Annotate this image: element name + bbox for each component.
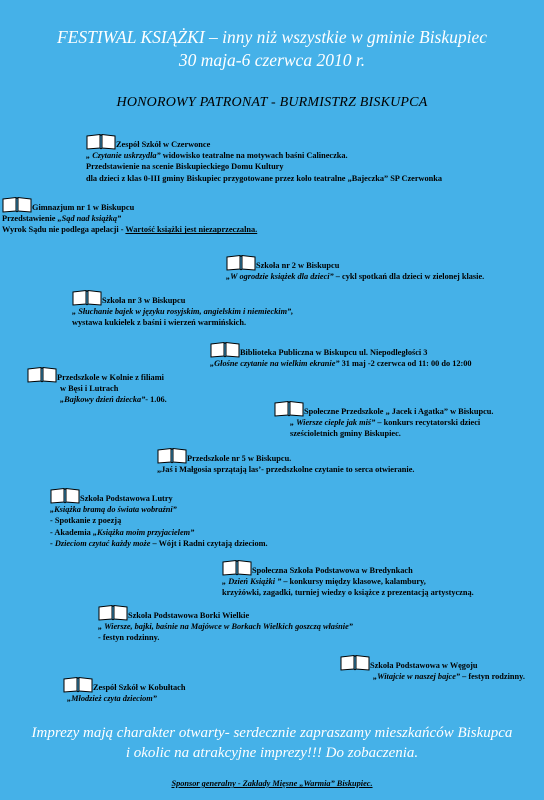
event-title: „ Czytanie uskrzydla” [86,151,161,161]
event-title: „Bajkowy dzień dziecka” [60,395,146,405]
entry-przedszkole-5 [157,447,414,475]
festival-title: FESTIWAL KSIĄŻKI – inny niż wszystkie w gminie Biskupiec [56,27,488,47]
entry-name: Społeczna Szkoła Podstawowa w Bredynkach [252,566,413,575]
event-title: Dzieciom czytać każdy może [54,538,151,548]
entry-ssp-bredynki [222,559,474,599]
sponsor-line: Sponsor generalny - Zakłady Mięsne „Warmia” Biskupiec. [171,779,373,788]
event-text: Przedstawienie [2,214,58,224]
entry-name: Gimnazjum nr 1 w Biskupcu [32,203,135,212]
event-text: Wyrok Sądu nie podlega apelacji - [2,225,126,235]
event-text: widowisko teatralne na motywach baśni Calineczka. [160,151,348,161]
event-text: - [50,538,55,548]
open-book-icon [226,254,256,271]
entry-name: Zespół Szkół w Kobułtach [93,683,186,692]
open-book-icon [98,604,128,621]
open-book-icon [2,196,32,213]
event-text: – konkurs recytatorski dzieci [375,418,481,428]
entry-name: Biblioteka Publiczna w Biskupcu ul. Niepodległości 3 [240,348,428,357]
entry-name: Zespół Szkół w Czerwonce [116,140,211,149]
entry-przedszkole-kolno [27,366,167,406]
entry-biblioteka [210,341,472,369]
festival-dates: 30 maja-6 czerwca 2010 r. [178,50,366,70]
event-title: „Książka bramą do świata wobraźni” [50,505,177,515]
open-book-icon [157,447,187,464]
entry-name: Szkoła nr 2 w Biskupcu [256,261,340,270]
entry-gimnazjum-1 [2,196,257,236]
open-book-icon [72,289,102,306]
event-text: - festyn rodzinny. [98,633,160,643]
event-text: 31 maj -2 czerwca od 11: 00 do 12:00 [339,359,472,369]
event-title: „ Wiersze, bajki, baśnie na Majówce w Borkach Wielkich goszczą właśnie” [98,622,353,632]
entry-zs-czerwonka [86,133,442,184]
event-title: „W ogrodzie książek dla dzieci” [226,272,334,282]
entry-name: Społeczne Przedszkole „ Jacek i Agatka” w Biskupcu. [304,407,494,416]
event-text: sześcioletnich gminy Biskupiec. [290,429,401,439]
event-text: – festyn rodzinny. [460,672,525,682]
event-text: – Wójt i Radni czytają dzieciom. [150,538,268,548]
entry-name: Przedszkole nr 5 w Biskupcu. [187,454,292,463]
entry-jacek-agatka [274,400,493,440]
event-text: krzyżówki, zagadki, turniej wiedzy o książce z prezentacją artystyczną. [222,588,474,598]
entry-name-continued: w Bęsi i Lutrach [60,384,119,394]
entry-name: Szkoła nr 3 w Biskupcu [102,296,186,305]
event-text: dla dzieci z klas 0-III gminy Biskupiec przygotowane przez koło teatralne „Bajeczka” SP Czerwonka [86,173,443,183]
event-title: „Książka moim przyjacielem” [92,527,195,537]
open-book-icon [63,676,93,693]
open-book-icon [50,487,80,504]
event-text: - Spotkanie z poezją [50,516,122,526]
open-book-icon [86,133,116,150]
entry-name: Szkoła Podstawowa w Węgoju [370,661,478,670]
event-title: „Witajcie w naszej bajce” [373,672,461,682]
event-text: wystawa kukiełek z baśni i wierzeń warmińskich. [72,318,247,328]
entry-szkola-2 [226,254,484,282]
event-text: Przedstawienie na scenie Biskupieckiego Domu Kultury [86,162,284,172]
honorary-patronage: HONOROWY PATRONAT - BURMISTRZ BISKUPCA [116,95,428,110]
event-title: „Sąd nad książką” [57,214,122,224]
entry-name: Szkoła Podstawowa Borki Wielkie [128,611,250,620]
entry-zs-kobulty [63,676,185,704]
open-book-icon [274,400,304,417]
open-book-icon [27,366,57,383]
event-title: „Młodzież czyta dzieciom” [67,694,157,704]
event-text: – konkursy między klasowe, kalambury, [281,577,426,587]
invitation-line-2: i okolic na atrakcyjne imprezy!!! Do zobaczenia. [125,745,419,761]
entry-sp-lutry [50,487,268,549]
event-text: – cykl spotkań dla dzieci w zielonej klasie. [333,272,485,282]
entry-sp-borki-wielkie [98,604,353,644]
event-text: - Akademia [50,527,93,537]
event-text: - 1.06. [145,395,167,405]
entry-sp-wegoj [340,654,525,682]
open-book-icon [210,341,240,358]
event-title: „ Słuchanie bajek w języku rosyjskim, angielskim i niemieckim”, [72,307,294,317]
event-text: „Jaś i Małgosia sprzątają las’- przedszkolne czytanie to serca otwieranie. [157,465,415,475]
invitation-line-1: Imprezy mają charakter otwarty- serdecznie zapraszamy mieszkańców Biskupca [31,725,513,741]
event-title: „ Dzień Książki ” [222,577,282,587]
entry-name: Przedszkole w Kolnie z filiami [57,373,164,382]
event-motto: Wartość książki jest niezaprzeczalna. [125,225,258,235]
event-title: „Głośne czytanie na wielkim ekranie” [210,359,340,369]
entry-szkola-3 [72,289,293,329]
open-book-icon [340,654,370,671]
event-title: „ Wiersze ciepłe jak miś” [290,418,376,428]
entry-name: Szkoła Podstawowa Lutry [80,494,173,503]
open-book-icon [222,559,252,576]
